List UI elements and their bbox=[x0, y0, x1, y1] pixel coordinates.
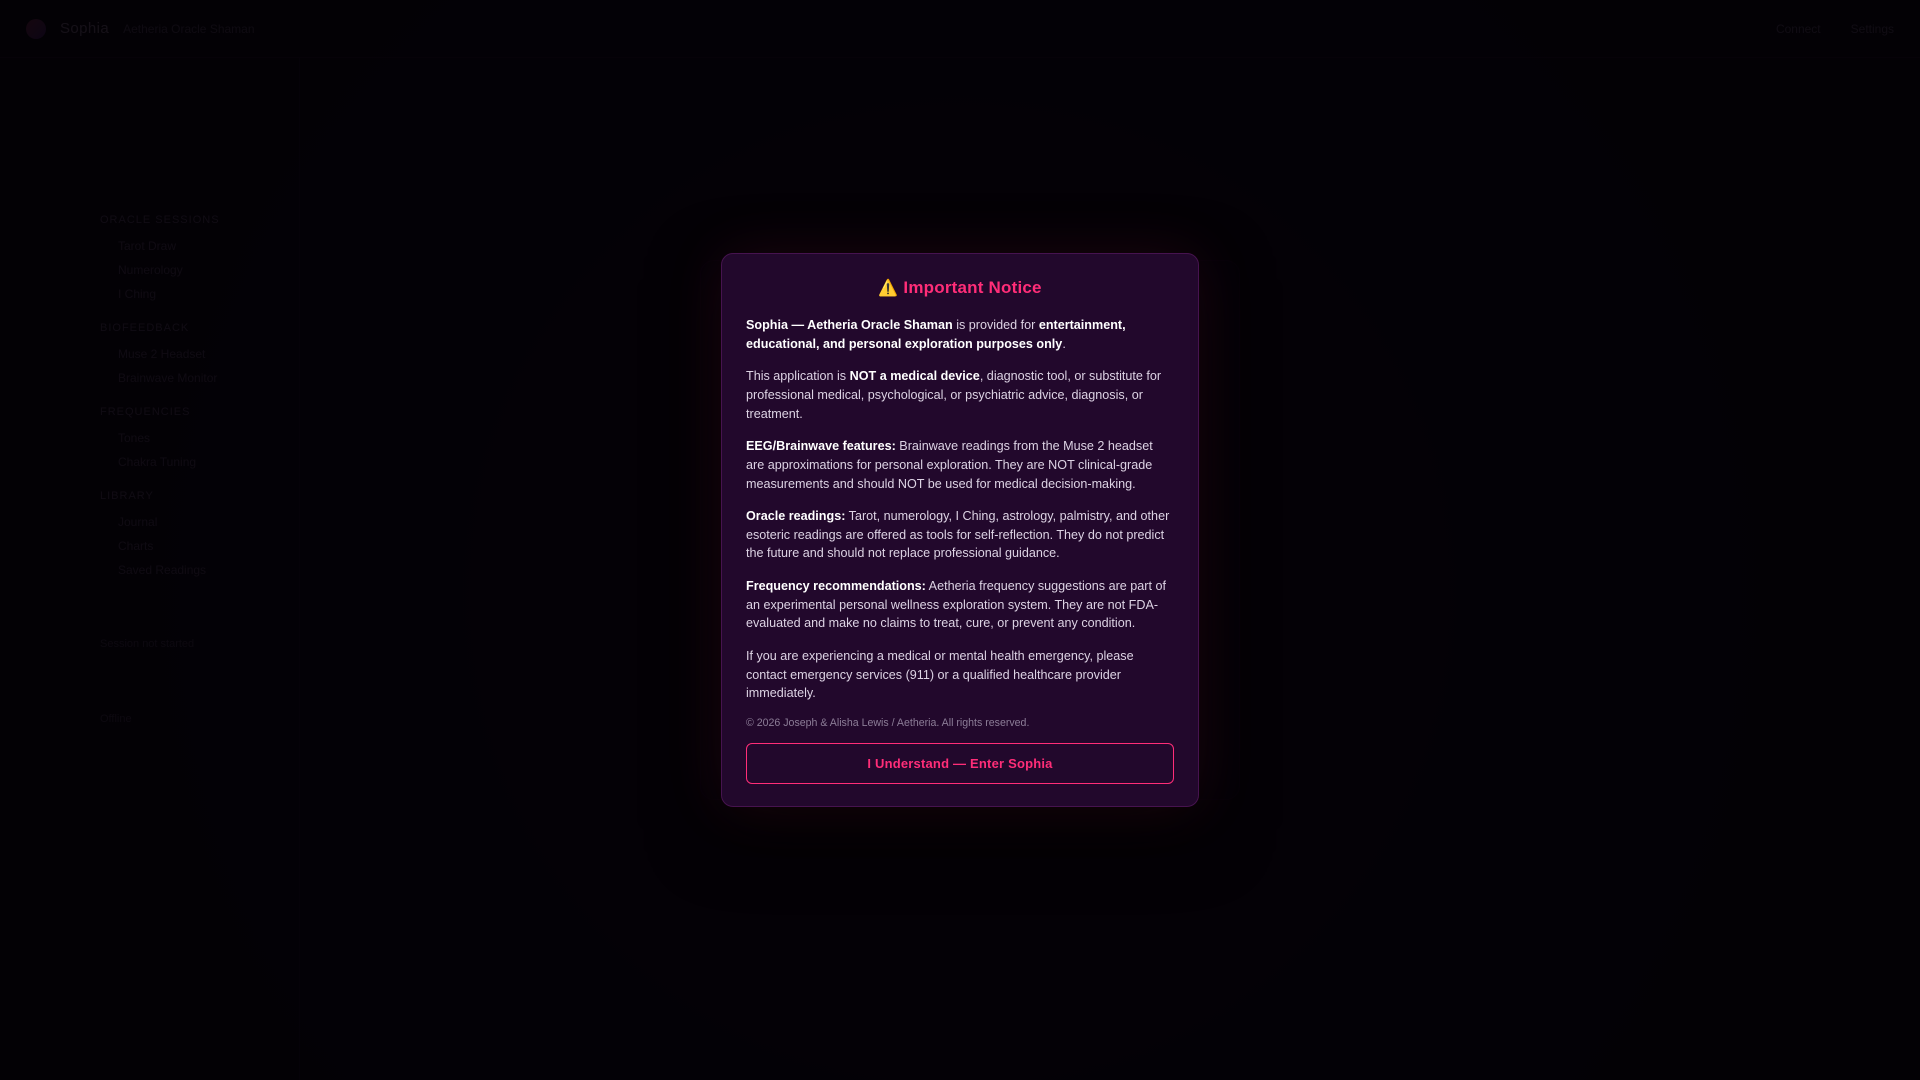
notice-text: Brainwave readings from the Muse 2 headset are approximations for personal exploration. They are NOT clinical-grade measurements and should NOT be used for medical decision-making. bbox=[746, 439, 1153, 491]
notice-text: This application is bbox=[746, 369, 850, 384]
copyright-text: © 2026 Joseph & Alisha Lewis / Aetheria. All rights reserved. bbox=[746, 716, 1030, 729]
accept-button[interactable]: I Understand — Enter Sophia bbox=[746, 743, 1174, 784]
important-notice-dialog bbox=[721, 253, 1199, 807]
notice-paragraph-frequency bbox=[746, 577, 1174, 633]
notice-emphasis: entertainment, educational, and personal exploration purposes only bbox=[746, 318, 1126, 351]
notice-paragraph-oracle bbox=[746, 507, 1174, 563]
notice-label: EEG/Brainwave features: bbox=[746, 439, 896, 454]
notice-text: Aetheria frequency suggestions are part of an experimental personal wellness exploration system. They are not FDA-evaluated and make no claims to treat, cure, or prevent any condition. bbox=[746, 579, 1166, 631]
notice-paragraph-emergency: If you are experiencing a medical or mental health emergency, please contact emergency services (911) or a qualified healthcare provider immediately. bbox=[746, 648, 1134, 701]
dialog-title bbox=[746, 278, 1174, 298]
notice-text: , diagnostic tool, or substitute for professional medical, psychological, or psychiatric advice, diagnosis, or treatment. bbox=[746, 369, 1162, 421]
notice-paragraph-not-medical bbox=[746, 367, 1174, 423]
notice-paragraph-eeg bbox=[746, 437, 1174, 493]
notice-text: . bbox=[1062, 336, 1066, 351]
dialog-title-text: Important Notice bbox=[903, 278, 1042, 298]
warning-icon: ⚠️ bbox=[878, 280, 899, 298]
notice-paragraph-purpose bbox=[746, 316, 1174, 353]
notice-text: Tarot, numerology, I Ching, astrology, palmistry, and other esoteric readings are offered as tools for self-reflection. They do not predict the future and should not replace professional guidance. bbox=[746, 509, 1170, 561]
product-name: Sophia — Aetheria Oracle Shaman bbox=[746, 318, 953, 333]
notice-emphasis: NOT a medical device bbox=[849, 369, 980, 384]
dialog-body bbox=[746, 316, 1174, 729]
notice-text: is provided for bbox=[952, 318, 1039, 333]
notice-label: Frequency recommendations: bbox=[746, 579, 926, 594]
notice-label: Oracle readings: bbox=[746, 509, 846, 524]
